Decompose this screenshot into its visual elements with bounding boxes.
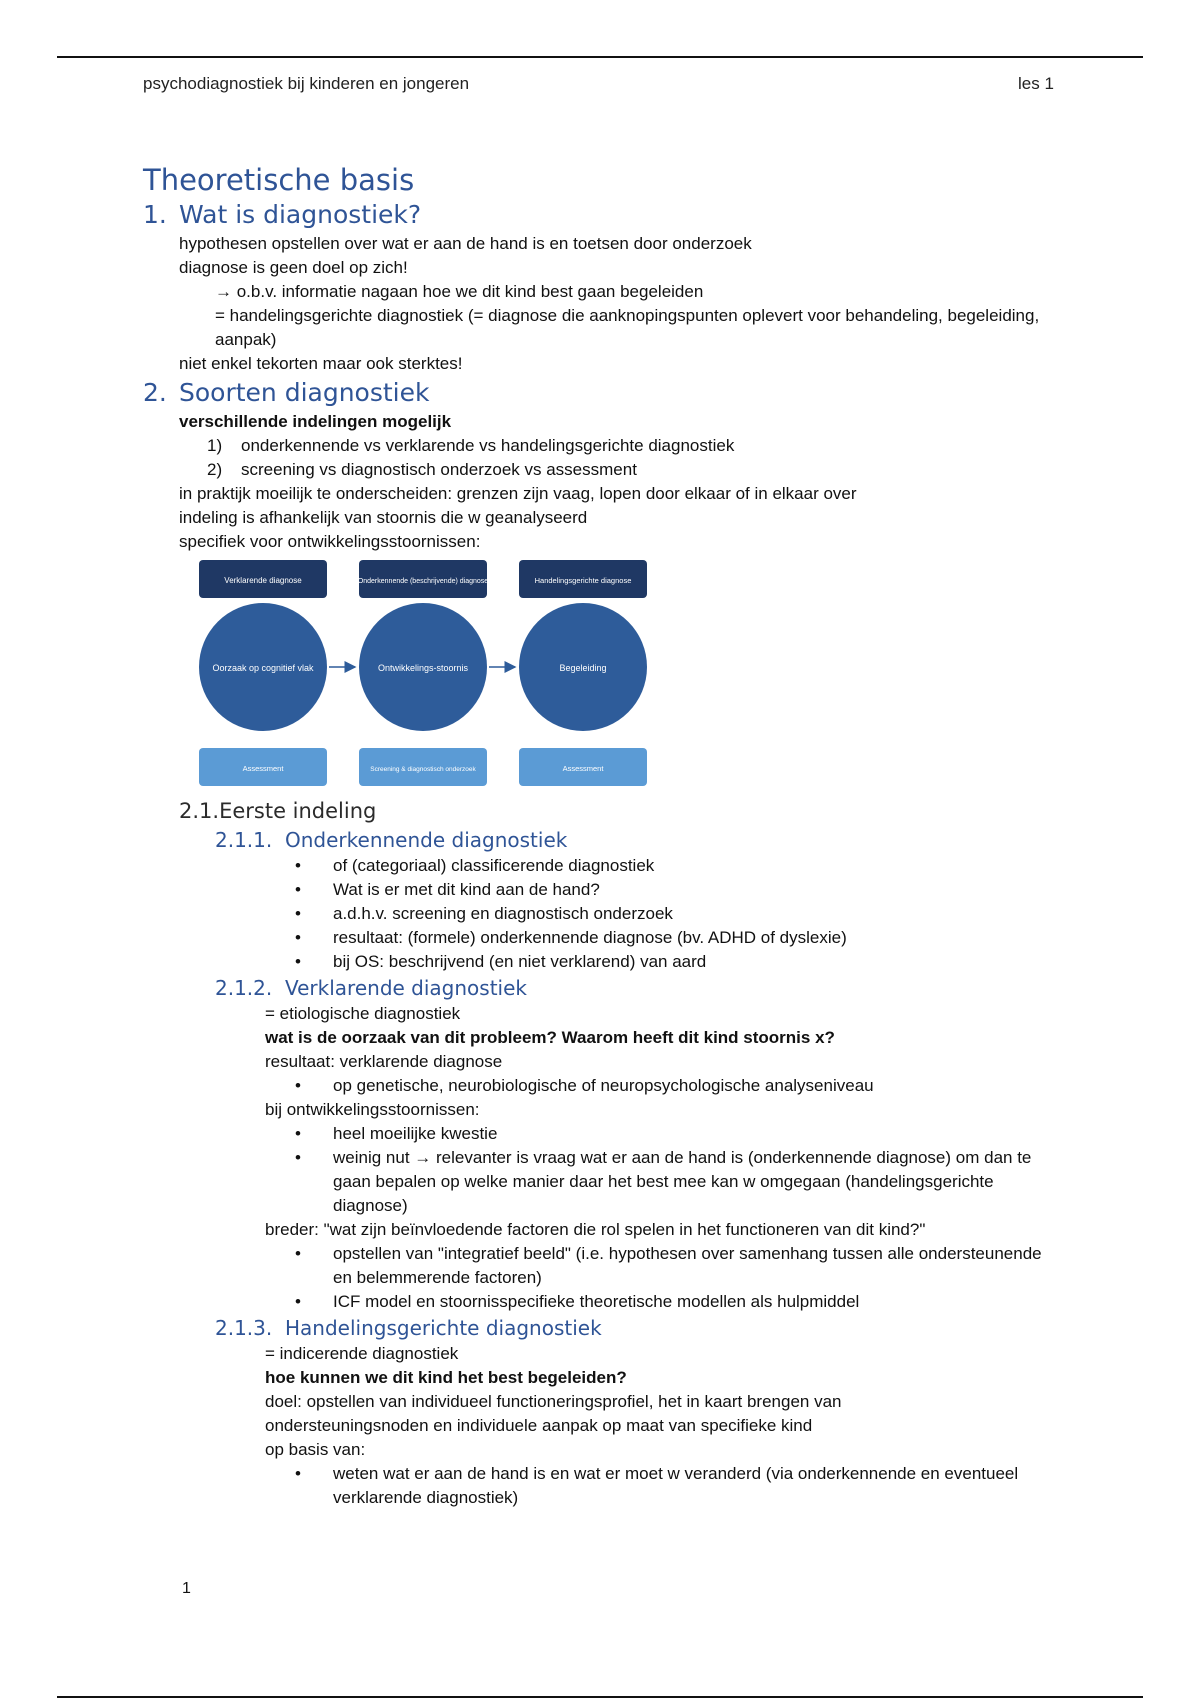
section-2-1-1-number: 2.1.1. <box>215 828 273 852</box>
bullet-text: Wat is er met dit kind aan de hand? <box>333 880 600 899</box>
bullet-text: weinig nut → relevanter is vraag wat er aan de hand is (onderkennende diagnose) om dan te gaan bepalen op welke manier daar het best mee kan w omgegaan (handelingsgerichte diagnose) <box>333 1148 1032 1215</box>
bullet-text: weten wat er aan de hand is en wat er moet w veranderd (via onderkennende en eventueel verklarende diagnostiek) <box>333 1464 1019 1507</box>
bullet-item <box>293 926 1043 950</box>
s213-line: doel: opstellen van individueel functioneringsprofiel, het in kaart brengen van ondersteuningsnoden en individuele aanpak op maat van specifieke kind <box>265 1392 842 1435</box>
s1-subline: = handelingsgerichte diagnostiek (= diagnose die aanknopingspunten oplevert voor behandeling, begeleiding, aanpak) <box>215 306 1040 349</box>
bullet-text: of (categoriaal) classificerende diagnostiek <box>333 856 655 875</box>
bullet-item <box>293 1290 1043 1314</box>
diagram-bottom-label: Assessment <box>562 764 604 773</box>
bullet-dot-icon: • <box>295 1244 301 1263</box>
bullet-dot-icon: • <box>295 952 301 971</box>
section-2-1-2-heading <box>215 974 1043 1002</box>
bullet-text: a.d.h.v. screening en diagnostisch onderzoek <box>333 904 673 923</box>
s212-line: = etiologische diagnostiek <box>265 1004 461 1023</box>
s1-last-line: niet enkel tekorten maar ook sterktes! <box>179 354 463 373</box>
bottom-rule <box>57 1696 1143 1698</box>
bullet-item <box>293 854 1043 878</box>
numbered-item <box>207 434 1043 458</box>
bullet-dot-icon: • <box>295 1464 301 1483</box>
bullet-text: ICF model en stoornisspecifieke theoretische modellen als hulpmiddel <box>333 1292 860 1311</box>
section-2-1-2-title: Verklarende diagnostiek <box>285 976 527 1000</box>
bullet-dot-icon: • <box>295 1148 301 1167</box>
bullet-text: heel moeilijke kwestie <box>333 1124 498 1143</box>
doc-title: Theoretische basis <box>143 163 415 197</box>
diagnostics-diagram <box>191 558 651 790</box>
bullet-text: op genetische, neurobiologische of neuropsychologische analyseniveau <box>333 1076 874 1095</box>
section-2-1-heading: 2.1.Eerste indeling <box>179 799 377 823</box>
bullet-item <box>293 878 1043 902</box>
s212-bold-line: wat is de oorzaak van dit probleem? Waarom heeft dit kind stoornis x? <box>265 1028 835 1047</box>
section-2-number: 2. <box>143 378 167 407</box>
bullet-dot-icon: • <box>295 904 301 923</box>
diagram-top-label: Handelingsgerichte diagnose <box>534 576 632 585</box>
diagram-bottom-label: Screening & diagnostisch onderzoek <box>370 766 476 773</box>
bullet-dot-icon: • <box>295 1076 301 1095</box>
header-title: psychodiagnostiek bij kinderen en jongeren <box>143 74 470 93</box>
top-rule <box>57 56 1143 58</box>
bullet-text: opstellen van "integratief beeld" (i.e. hypothesen over samenhang tussen alle ondersteunende en belemmerende factoren) <box>333 1244 1042 1287</box>
diagram-bottom-label: Assessment <box>242 764 284 773</box>
section-2-1-3-number: 2.1.3. <box>215 1316 273 1340</box>
diagram-circle-label: Begeleiding <box>559 663 607 673</box>
s212-line: resultaat: verklarende diagnose <box>265 1052 503 1071</box>
s2-line: specifiek voor ontwikkelingsstoornissen: <box>179 532 481 551</box>
bullet-dot-icon: • <box>295 1292 301 1311</box>
diagram-top-label: Verklarende diagnose <box>224 576 302 585</box>
bullet-dot-icon: • <box>295 928 301 947</box>
s213-line: = indicerende diagnostiek <box>265 1344 459 1363</box>
section-1-title: Wat is diagnostiek? <box>179 200 422 229</box>
bullet-item <box>293 1074 1043 1098</box>
bullet-dot-icon: • <box>295 856 301 875</box>
section-1-number: 1. <box>143 200 167 229</box>
section-2-1-3-heading <box>215 1314 1043 1342</box>
s213-line: op basis van: <box>265 1440 366 1459</box>
numbered-item <box>207 458 1043 482</box>
diagram-circle-label: Oorzaak op cognitief vlak <box>212 663 314 673</box>
section-2-heading <box>143 376 1043 410</box>
header-lesson: les 1 <box>1018 74 1054 93</box>
bullet-dot-icon: • <box>295 1124 301 1143</box>
s2-line: in praktijk moeilijk te onderscheiden: grenzen zijn vaag, lopen door elkaar of in elkaar over <box>179 484 857 503</box>
document-body <box>143 162 1043 1510</box>
section-1-heading <box>143 198 1043 232</box>
s213-bold-line: hoe kunnen we dit kind het best begeleiden? <box>265 1368 627 1387</box>
s1-line: hypothesen opstellen over wat er aan de hand is en toetsen door onderzoek <box>179 234 752 253</box>
bullet-item <box>293 902 1043 926</box>
diagram-circle-label: Ontwikkelings-stoornis <box>377 663 469 673</box>
s2-line: indeling is afhankelijk van stoornis die w geanalyseerd <box>179 508 588 527</box>
section-2-title: Soorten diagnostiek <box>179 378 430 407</box>
page-number: 1 <box>182 1580 191 1597</box>
s2-bold-line: verschillende indelingen mogelijk <box>179 412 452 431</box>
bullet-item <box>293 1242 1043 1290</box>
numbered-key: 1) <box>207 436 223 455</box>
bullet-text: bij OS: beschrijvend (en niet verklarend) van aard <box>333 952 707 971</box>
diagram-svg <box>191 558 651 790</box>
section-2-1-1-heading <box>215 826 1043 854</box>
bullet-dot-icon: • <box>295 880 301 899</box>
bullet-item <box>293 1146 1043 1218</box>
numbered-text: screening vs diagnostisch onderzoek vs assessment <box>241 460 637 479</box>
s1-line: diagnose is geen doel op zich! <box>179 258 408 277</box>
s212-line: bij ontwikkelingsstoornissen: <box>265 1100 480 1119</box>
section-2-1-1-title: Onderkennende diagnostiek <box>285 828 568 852</box>
s212-line: breder: "wat zijn beïnvloedende factoren die rol spelen in het functioneren van dit kind?" <box>265 1220 926 1239</box>
section-2-1-2-number: 2.1.2. <box>215 976 273 1000</box>
bullet-item <box>293 1462 1043 1510</box>
s1-subline: → o.b.v. informatie nagaan hoe we dit kind best gaan begeleiden <box>215 282 704 301</box>
bullet-text: resultaat: (formele) onderkennende diagnose (bv. ADHD of dyslexie) <box>333 928 847 947</box>
numbered-text: onderkennende vs verklarende vs handelingsgerichte diagnostiek <box>241 436 735 455</box>
section-2-1-3-title: Handelingsgerichte diagnostiek <box>285 1316 602 1340</box>
bullet-item <box>293 1122 1043 1146</box>
bullet-item <box>293 950 1043 974</box>
numbered-key: 2) <box>207 460 223 479</box>
diagram-top-label: Onderkennende (beschrijvende) diagnose <box>357 578 489 585</box>
